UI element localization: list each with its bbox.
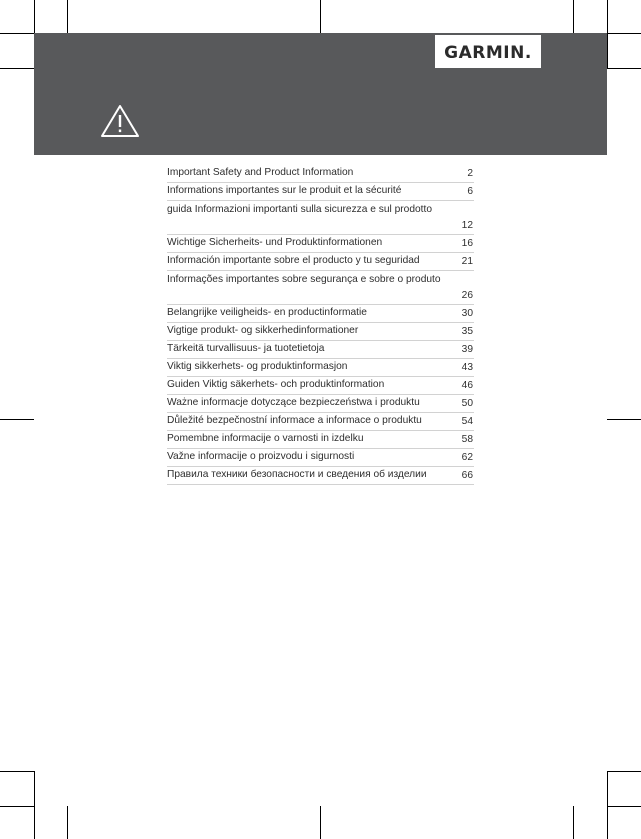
toc-page: 66: [461, 470, 473, 481]
toc-page: 30: [461, 308, 473, 319]
toc-entry[interactable]: [167, 413, 474, 431]
table-of-contents: [167, 165, 474, 485]
toc-entry[interactable]: [167, 377, 474, 395]
crop-mark: [573, 806, 574, 839]
toc-entry[interactable]: [167, 183, 474, 201]
toc-page: 50: [461, 398, 473, 409]
crop-mark: [607, 0, 608, 68]
crop-mark: [320, 806, 321, 839]
toc-title: Tärkeitä turvallisuus- ja tuotetietoja: [167, 343, 325, 354]
logo-text: GARMIN.: [444, 43, 532, 63]
crop-mark: [34, 771, 35, 839]
crop-mark: [0, 68, 34, 69]
toc-title: Правила техники безопасности и сведения об изделии: [167, 469, 427, 480]
toc-title: Important Safety and Product Information: [167, 167, 354, 178]
toc-page: 35: [461, 326, 473, 337]
crop-mark: [67, 806, 68, 839]
toc-page: 2: [467, 168, 473, 179]
toc-entry[interactable]: [167, 235, 474, 253]
toc-title: Ważne informacje dotyczące bezpieczeństwa i produktu: [167, 397, 420, 408]
crop-mark: [607, 771, 641, 772]
toc-entry[interactable]: [167, 431, 474, 449]
toc-entry[interactable]: [167, 271, 474, 305]
crop-mark: [573, 0, 574, 33]
toc-title: Důležité bezpečnostní informace a informace o produktu: [167, 415, 422, 426]
toc-title: Wichtige Sicherheits- und Produktinformationen: [167, 237, 383, 248]
toc-page: 54: [461, 416, 473, 427]
toc-page: 6: [467, 186, 473, 197]
crop-mark: [607, 771, 608, 839]
toc-title: Guiden Viktig säkerhets- och produktinformation: [167, 379, 385, 390]
crop-mark: [67, 0, 68, 33]
toc-page: 46: [461, 380, 473, 391]
toc-title: Informations importantes sur le produit et la sécurité: [167, 185, 402, 196]
toc-title: Belangrijke veiligheids- en productinformatie: [167, 307, 367, 318]
crop-mark: [607, 419, 641, 420]
toc-page: 12: [461, 220, 473, 231]
crop-mark: [320, 0, 321, 33]
crop-mark: [607, 33, 641, 34]
toc-entry[interactable]: [167, 359, 474, 377]
toc-entry[interactable]: [167, 165, 474, 183]
crop-mark: [0, 806, 34, 807]
toc-title: Viktig sikkerhets- og produktinformasjon: [167, 361, 348, 372]
toc-entry[interactable]: [167, 341, 474, 359]
toc-page: 43: [461, 362, 473, 373]
garmin-logo: [435, 35, 541, 68]
toc-entry[interactable]: [167, 305, 474, 323]
toc-title: Pomembne informacije o varnosti in izdelku: [167, 433, 364, 444]
toc-title: Informações importantes sobre segurança e sobre o produto: [167, 274, 441, 285]
toc-title: Información importante sobre el producto y tu seguridad: [167, 255, 420, 266]
toc-page: 62: [461, 452, 473, 463]
toc-page: 39: [461, 344, 473, 355]
toc-page: 21: [461, 256, 473, 267]
toc-page: 26: [461, 290, 473, 301]
toc-page: 16: [461, 238, 473, 249]
toc-title: Vigtige produkt- og sikkerhedinformationer: [167, 325, 359, 336]
crop-mark: [607, 806, 641, 807]
toc-entry[interactable]: [167, 201, 474, 235]
toc-title: guida Informazioni importanti sulla sicurezza e sul prodotto: [167, 204, 433, 215]
crop-mark: [0, 419, 34, 420]
toc-entry[interactable]: [167, 449, 474, 467]
toc-entry[interactable]: [167, 253, 474, 271]
toc-title: Važne informacije o proizvodu i sigurnosti: [167, 451, 355, 462]
crop-mark: [0, 771, 34, 772]
toc-entry[interactable]: [167, 395, 474, 413]
warning-icon: [100, 104, 140, 138]
toc-entry[interactable]: [167, 467, 474, 485]
crop-mark: [0, 33, 34, 34]
crop-mark: [607, 68, 641, 69]
toc-entry[interactable]: [167, 323, 474, 341]
toc-page: 58: [461, 434, 473, 445]
